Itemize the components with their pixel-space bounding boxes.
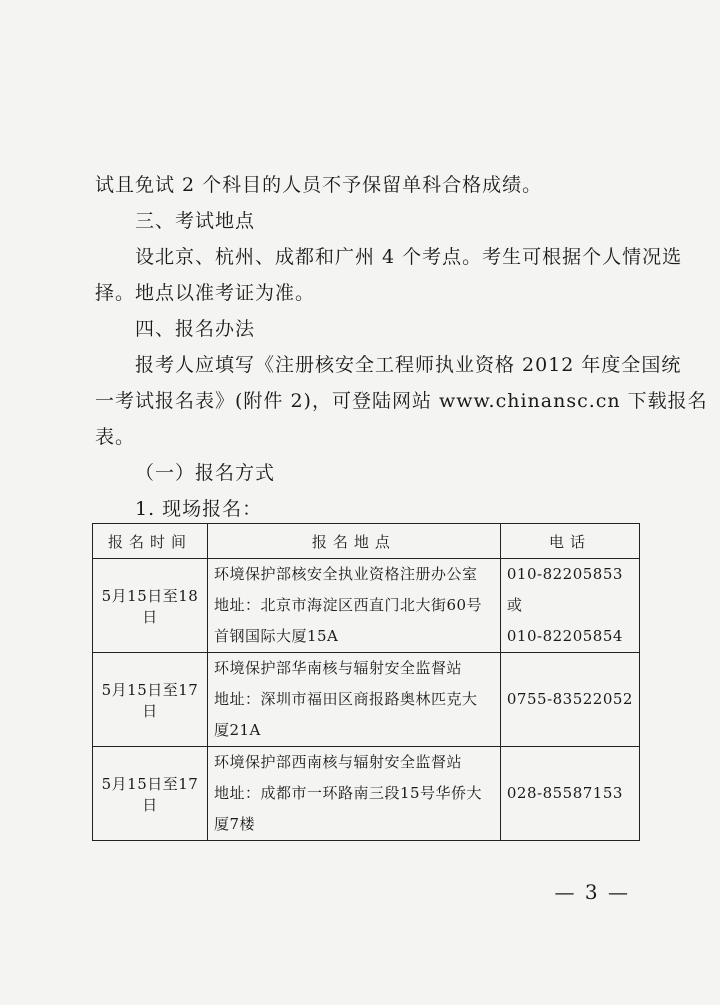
paragraph-exam-exemption: 试且免试 2 个科目的人员不予保留单科合格成绩。	[95, 174, 543, 196]
cell-location	[207, 653, 500, 747]
phone-line: 028-85587153	[506, 784, 623, 802]
paragraph-registration-line3: 表。	[95, 426, 136, 448]
location-line: 厦21A	[213, 721, 261, 739]
phone-line: 0755-83522052	[506, 690, 633, 708]
table-row	[93, 653, 640, 747]
paragraph-registration-line2: 一考试报名表》(附件 2)，可登陆网站 www.chinansc.cn 下载报名	[95, 390, 708, 412]
header-time: 报名时间	[93, 524, 208, 559]
cell-time: 5月15日至17日	[93, 653, 208, 747]
cell-location	[207, 747, 500, 841]
table-row	[93, 747, 640, 841]
cell-time: 5月15日至17日	[93, 747, 208, 841]
cell-phone	[500, 747, 639, 841]
location-line: 厦7楼	[213, 815, 255, 833]
paragraph-registration-line1: 报考人应填写《注册核安全工程师执业资格 2012 年度全国统	[135, 354, 682, 376]
location-line: 环境保护部西南核与辐射安全监督站	[213, 753, 462, 771]
header-location: 报名地点	[207, 524, 500, 559]
phone-line: 010-82205853	[506, 565, 623, 583]
location-line: 地址：成都市一环路南三段15号华侨大	[213, 784, 483, 802]
header-phone: 电话	[500, 524, 639, 559]
cell-time: 5月15日至18日	[93, 559, 208, 653]
heading-exam-location: 三、考试地点	[135, 210, 256, 232]
paragraph-locations-line1: 设北京、杭州、成都和广州 4 个考点。考生可根据个人情况选	[135, 246, 683, 268]
heading-registration-method: 四、报名办法	[135, 318, 256, 340]
phone-line: 010-82205854	[506, 627, 623, 645]
location-line: 环境保护部华南核与辐射安全监督站	[213, 659, 462, 677]
location-line: 首钢国际大厦15A	[213, 627, 339, 645]
location-line: 地址：北京市海淀区西直门北大街60号	[213, 596, 483, 614]
phone-line: 或	[506, 596, 523, 614]
cell-phone	[500, 559, 639, 653]
page-number: — 3 —	[554, 880, 630, 904]
cell-location	[207, 559, 500, 653]
location-line: 环境保护部核安全执业资格注册办公室	[213, 565, 478, 583]
table-header-row	[93, 524, 640, 559]
location-line: 地址：深圳市福田区商报路奥林匹克大	[213, 690, 478, 708]
cell-phone	[500, 653, 639, 747]
table-row	[93, 559, 640, 653]
registration-table	[92, 523, 640, 841]
paragraph-locations-line2: 择。地点以准考证为准。	[95, 282, 316, 304]
subheading-registration-mode: （一）报名方式	[135, 462, 276, 484]
item-onsite-registration: 1. 现场报名：	[135, 498, 263, 520]
